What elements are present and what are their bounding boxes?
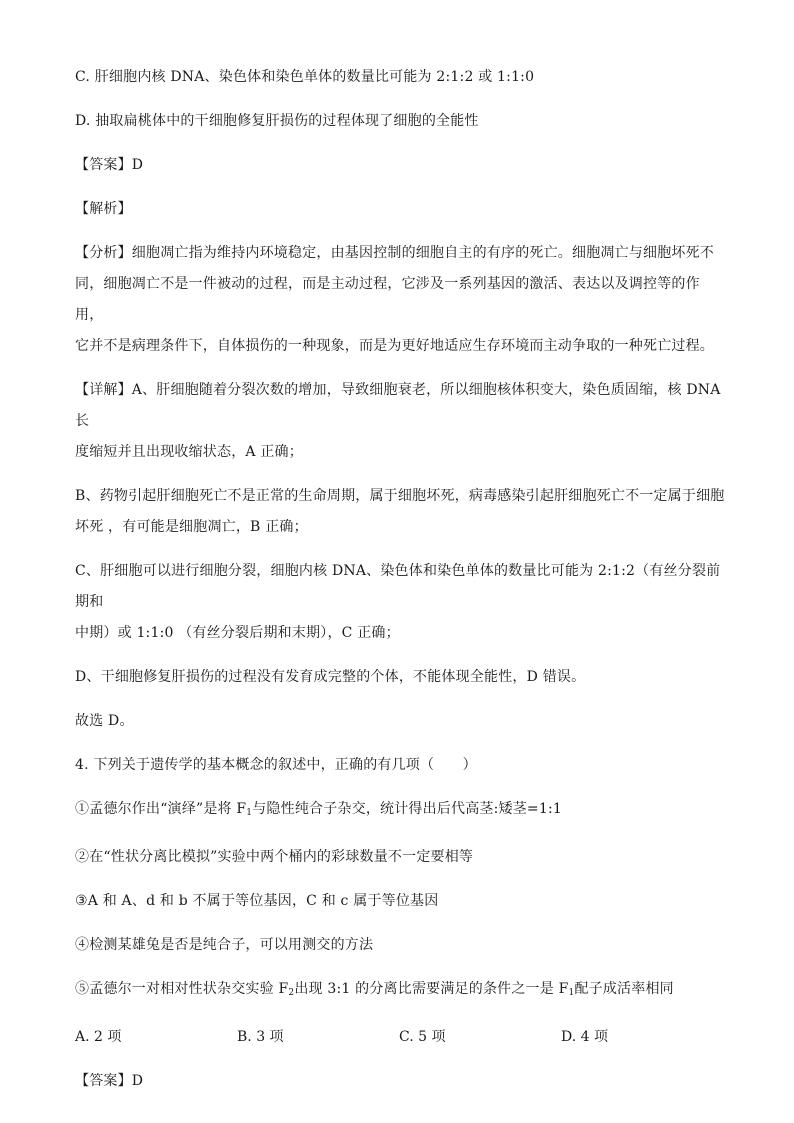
analysis-line: 同，细胞凋亡不是一件被动的过程，而是主动过程，它涉及一系列基因的激活、表达以及调控等的作用， bbox=[75, 276, 700, 323]
detail-paragraph-a bbox=[75, 375, 725, 468]
choice-b: B. 3 项 bbox=[237, 1029, 284, 1045]
choice-options bbox=[75, 1022, 725, 1053]
statement-5: ⑤孟德尔一对相对性状杂交实验 $F_2$出现 3:1 的分离比需要满足的条件之一是 $F_1$配子成活率相同 bbox=[75, 981, 674, 998]
choice-d: D. 4 项 bbox=[561, 1029, 608, 1045]
analysis-line: 【分析】细胞凋亡指为维持内环境稳定，由基因控制的细胞自主的有序的死亡。细胞凋亡与细胞坏死不 bbox=[75, 245, 714, 261]
analysis-paragraph bbox=[75, 238, 725, 362]
analysis-line: 它并不是病理条件下，自体损伤的一种现象，而是为更好地适应生存环境而主动争取的一种死亡过程。 bbox=[75, 338, 714, 354]
option-c-line: C. 肝细胞内核 DNA、染色体和染色单体的数量比可能为 2:1:2 或 1:1:0 bbox=[75, 69, 535, 85]
detail-line: 坏死 ，有可能是细胞凋亡，B 正确； bbox=[75, 519, 308, 535]
detail-line: 中期）或 1:1:0 （有丝分裂后期和末期），C 正确； bbox=[75, 625, 400, 641]
answer-label: 【答案】D bbox=[75, 157, 144, 173]
statement-2: ②在“性状分离比模拟”实验中两个桶内的彩球数量不一定要相等 bbox=[75, 849, 474, 865]
question-4-stem: 4. 下列关于遗传学的基本概念的叙述中，正确的有几项（ ） bbox=[75, 757, 477, 773]
answer-label-2: 【答案】D bbox=[75, 1073, 144, 1089]
conclusion-line: 故选 D。 bbox=[75, 713, 134, 729]
option-d-line: D. 抽取扁桃体中的干细胞修复肝损伤的过程体现了细胞的全能性 bbox=[75, 113, 479, 129]
detail-line: 【详解】A、肝细胞随着分裂次数的增加，导致细胞衰老，所以细胞核体积变大，染色质固缩，核 DNA 长 bbox=[75, 382, 721, 429]
statement-1: ①孟德尔作出“演绎”是将 $F_1$与隐性纯合子杂交，统计得出后代高茎:矮茎=1:1 bbox=[75, 801, 562, 818]
detail-line: C、肝细胞可以进行细胞分裂，细胞内核 DNA、染色体和染色单体的数量比可能为 2:1:2（有丝分裂前期和 bbox=[75, 563, 721, 610]
choice-a: A. 2 项 bbox=[75, 1029, 122, 1045]
detail-paragraph-d: D、干细胞修复肝损伤的过程没有发育成完整的个体，不能体现全能性，D 错误。 bbox=[75, 669, 586, 685]
choice-c: C. 5 项 bbox=[399, 1029, 446, 1045]
analysis-heading: 【解析】 bbox=[75, 201, 132, 217]
detail-paragraph-b bbox=[75, 481, 725, 543]
statement-4: ④检测某雄兔是否是纯合子，可以用测交的方法 bbox=[75, 937, 374, 953]
detail-line: 度缩短并且出现收缩状态，A 正确； bbox=[75, 444, 303, 460]
statement-3: ③A 和 A、d 和 b 不属于等位基因，C 和 c 属于等位基因 bbox=[75, 893, 439, 909]
detail-paragraph-c bbox=[75, 556, 725, 649]
detail-line: B、药物引起肝细胞死亡不是正常的生命周期，属于细胞坏死，病毒感染引起肝细胞死亡不一定属于细胞 bbox=[75, 488, 725, 504]
document-page bbox=[75, 62, 725, 1097]
